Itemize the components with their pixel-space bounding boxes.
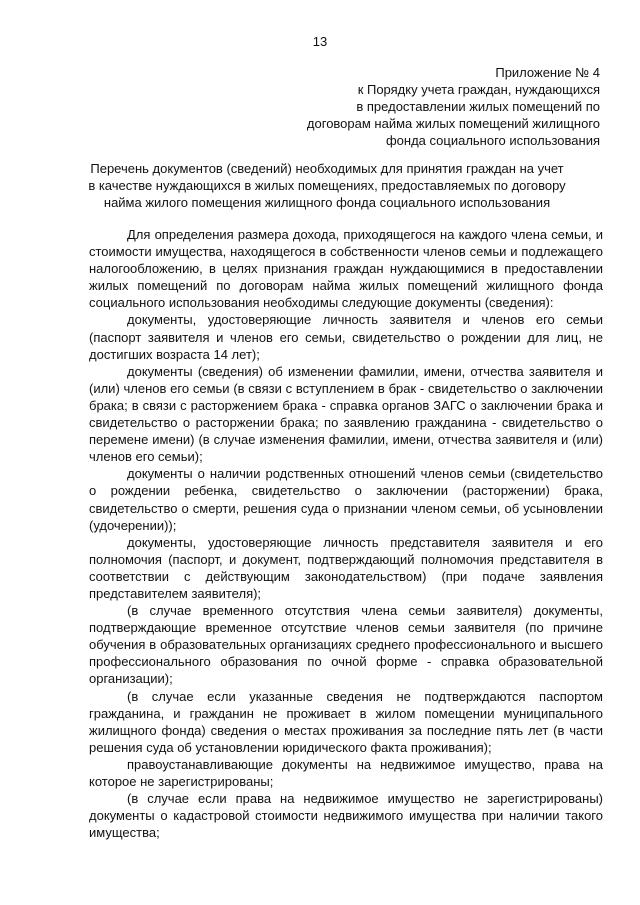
paragraph-cadastral-value: (в случае если права на недвижимое имущество не зарегистрированы) документы о кадастровой стоимости недвижимого имущества при наличии такого имущества; (89, 791, 603, 841)
paragraph-property-title: правоустанавливающие документы на недвижимое имущество, права на которое не зарегистрированы; (89, 756, 603, 789)
appendix-header (280, 64, 600, 149)
document-title-line: найма жилого помещения жилищного фонда социального использования (103, 195, 551, 210)
paragraph-intro: Для определения размера дохода, приходящегося на каждого члена семьи, и стоимости имущества, находящегося в собственности членов семьи и подлежащего налогообложению, в целях признания граждан нуждающимися в предоставлении жилых помещений по договорам найма жилых помещений жилищного фонда социального использования необходимы следующие документы (сведения): (89, 227, 603, 311)
appendix-title: Приложение № 4 (495, 65, 600, 80)
paragraph-identity-documents: документы, удостоверяющие личность заявителя и членов его семьи (паспорт заявителя и членов его семьи, свидетельство о рождении для лиц, не достигших возраста 14 лет); (89, 312, 603, 362)
appendix-line: в предоставлении жилых помещений по (356, 99, 600, 114)
paragraph-temporary-absence: (в случае временного отсутствия члена семьи заявителя) документы, подтверждающие временное отсутствие членов семьи заявителя (по причине обучения в образовательных организациях среднего профессионального и высшего профессионального образования по очной форме - справка образовательной организации); (89, 603, 603, 687)
paragraph-representative: документы, удостоверяющие личность представителя заявителя и его полномочия (паспорт, и документ, подтверждающий полномочия представителя в соответствии с действующим законодательством) (при подаче заявления представителем заявителя); (89, 534, 603, 601)
document-title (62, 160, 592, 211)
paragraph-residence-history: (в случае если указанные сведения не подтверждаются паспортом гражданина, и гражданин не проживает в жилом помещении муниципального жилищного фонда) сведения о местах проживания за последние пять лет (в части решения суда об установлении юридического факта проживания); (89, 688, 603, 755)
document-body (89, 226, 603, 841)
paragraph-name-change: документы (сведения) об изменении фамилии, имени, отчества заявителя и (или) членов его семьи (в связи с вступлением в брак - свидетельство о заключении брака; в связи с расторжением брака - справка органов ЗАГС о заключении брака и свидетельство о расторжении брака; по заявлению гражданина - свидетельство о перемене имени) (в случае изменения фамилии, имени, отчества заявителя и (или) членов его семьи); (89, 363, 603, 465)
document-title-line: Перечень документов (сведений) необходимых для принятия граждан на учет (90, 161, 564, 176)
paragraph-family-relations: документы о наличии родственных отношений членов семьи (свидетельство о рождении ребенка, свидетельство о заключении (расторжении) брака, свидетельство о смерти, решения суда о признании членом семьи, об усыновлении (удочерении)); (89, 466, 603, 533)
appendix-line: фонда социального использования (385, 133, 600, 148)
document-title-line: в качестве нуждающихся в жилых помещениях, предоставляемых по договору (88, 178, 566, 193)
page-number: 13 (312, 34, 328, 49)
appendix-line: к Порядку учета граждан, нуждающихся (357, 82, 600, 97)
appendix-line: договорам найма жилых помещений жилищного (306, 116, 600, 131)
